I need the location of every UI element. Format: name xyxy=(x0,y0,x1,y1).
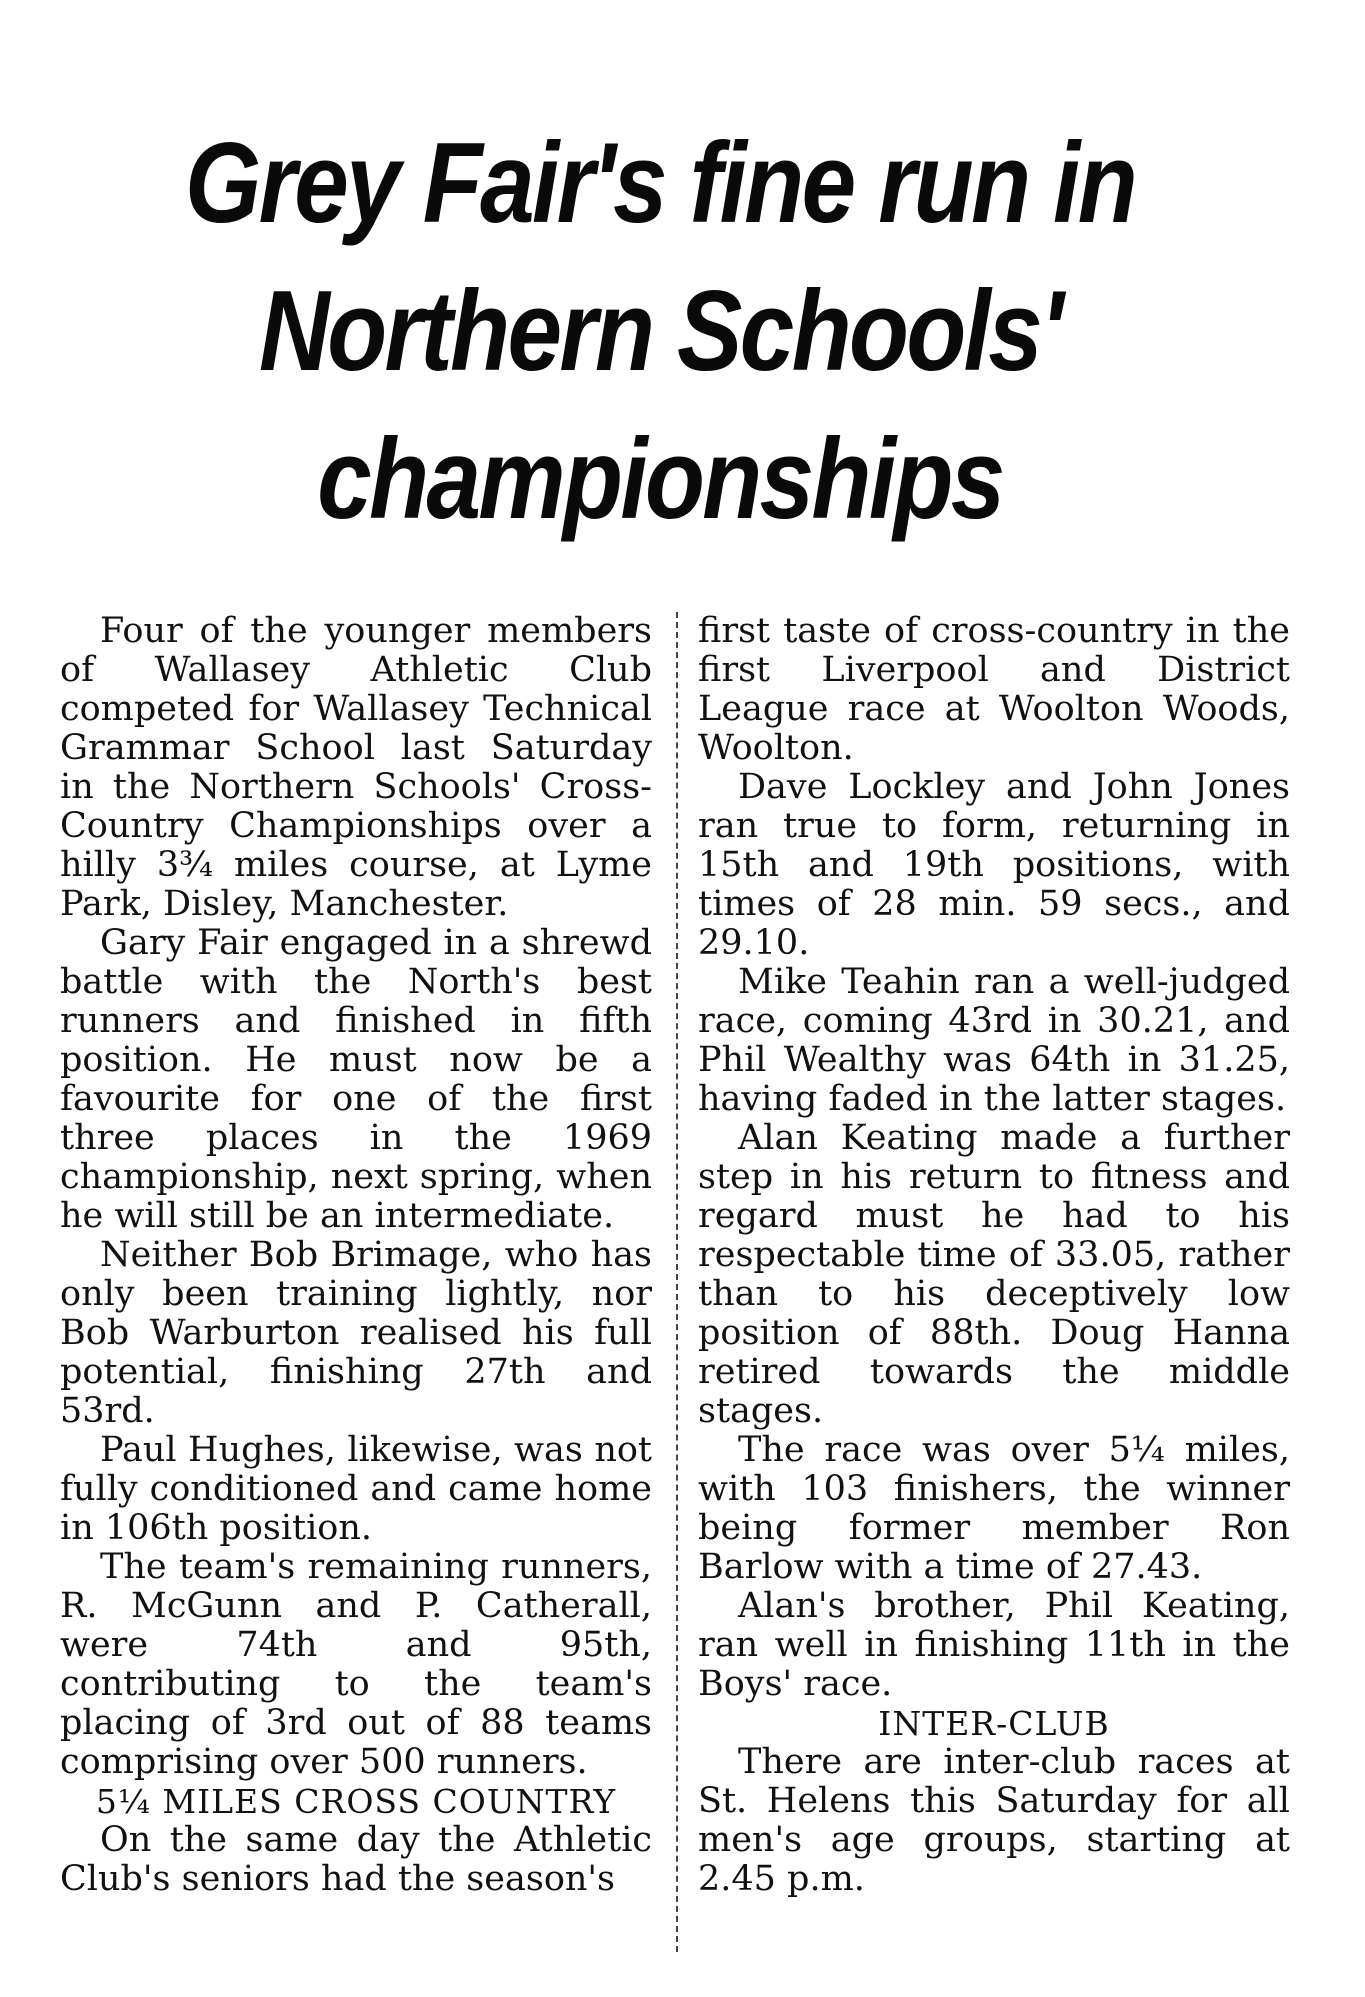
paragraph: The team's remaining runners, R. McGunn and P. Catherall, were 74th and 95th, contributing to the team's placing of 3rd out of 88 teams comprising over 500 runners. xyxy=(60,1547,652,1782)
article-body xyxy=(60,612,1300,1952)
headline-line-1: Grey Fair's fine run in xyxy=(184,120,1136,247)
column-divider xyxy=(676,612,678,1952)
paragraph: Alan's brother, Phil Keating, ran well in finishing 11th in the Boys' race. xyxy=(698,1586,1290,1704)
subheading: 5¼ MILES CROSS COUNTRY xyxy=(95,1782,617,1821)
paragraph: Gary Fair engaged in a shrewd battle with the North's best runners and finished in fifth position. He must now be a favourite for one of the first three places in the 1969 championship, next spring, when he will still be an intermediate. xyxy=(60,923,652,1236)
paragraph: Alan Keating made a further step in his return to fitness and regard must he had to his respectable time of 33.05, rather than to his deceptively low position of 88th. Doug Hanna retired towards the middle stages. xyxy=(698,1118,1290,1431)
paragraph: Dave Lockley and John Jones ran true to form, returning in 15th and 19th positions, with times of 28 min. 59 secs., and 29.10. xyxy=(698,767,1290,963)
paragraph-continuation: first taste of cross-country in the first Liverpool and District League race at Woolton Woods, Woolton. xyxy=(698,611,1290,768)
paragraph: There are inter-club races at St. Helens this Saturday for all men's age groups, starting at 2.45 p.m. xyxy=(698,1742,1290,1899)
paragraph: Neither Bob Brimage, who has only been training lightly, nor Bob Warburton realised his full potential, finishing 27th and 53rd. xyxy=(60,1235,652,1431)
paragraph: On the same day the Athletic Club's seniors had the season's xyxy=(60,1820,652,1899)
paragraph: Four of the younger members of Wallasey Athletic Club competed for Wallasey Technical Grammar School last Saturday in the Northern Schools' Cross-Country Championships over a hilly 3¾ miles course, at Lyme Park, Disley, Manchester. xyxy=(60,611,652,924)
left-column xyxy=(60,612,652,1899)
headline-line-2: Northern Schools' xyxy=(259,268,1061,395)
headline xyxy=(144,110,1176,554)
paragraph: Mike Teahin ran a well-judged race, coming 43rd in 30.21, and Phil Wealthy was 64th in 31.25, having faded in the latter stages. xyxy=(698,962,1290,1119)
paragraph: The race was over 5¼ miles, with 103 finishers, the winner being former member Ron Barlow with a time of 27.43. xyxy=(698,1430,1290,1587)
right-column xyxy=(698,612,1290,1899)
headline-line-3: championships xyxy=(317,416,1003,543)
paragraph: Paul Hughes, likewise, was not fully conditioned and came home in 106th position. xyxy=(60,1430,652,1548)
subheading: INTER-CLUB xyxy=(878,1704,1110,1743)
